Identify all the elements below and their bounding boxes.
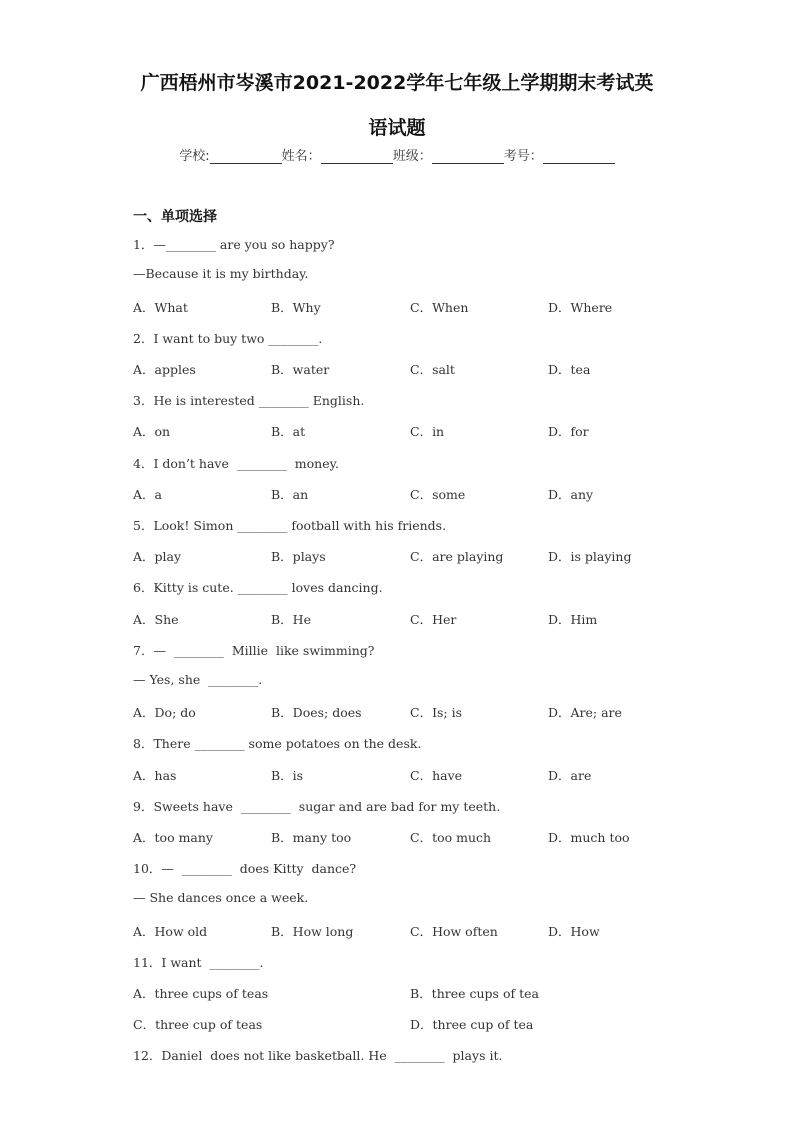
option-a[interactable]: A．What bbox=[133, 300, 188, 315]
option-d[interactable]: D．three cup of tea bbox=[410, 1017, 534, 1032]
question-stem: 7．— ________ Millie like swimming? bbox=[133, 643, 375, 658]
option-d[interactable]: D．Where bbox=[548, 300, 613, 315]
question-stem: 1．—________ are you so happy? bbox=[133, 237, 335, 252]
question-stem: 4．I don’t have ________ money. bbox=[133, 456, 339, 471]
option-a[interactable]: A．How old bbox=[133, 924, 208, 939]
question-stem: 9．Sweets have ________ sugar and are bad for my teeth. bbox=[133, 799, 501, 814]
option-b[interactable]: B．How long bbox=[271, 924, 354, 939]
question-sub: — Yes, she ________. bbox=[133, 672, 263, 687]
option-d[interactable]: D．Him bbox=[548, 612, 598, 627]
option-c[interactable]: C．have bbox=[410, 768, 463, 783]
option-a[interactable]: A．has bbox=[133, 768, 177, 783]
exam-no-label: 考号： bbox=[503, 149, 543, 164]
option-c[interactable]: C．How often bbox=[410, 924, 498, 939]
option-c[interactable]: C．salt bbox=[410, 362, 455, 377]
name-label: 姓名： bbox=[281, 149, 321, 164]
option-d[interactable]: D．is playing bbox=[548, 549, 632, 564]
school-label: 学校: bbox=[179, 149, 210, 164]
page-title-line2: 语试题 bbox=[368, 117, 426, 139]
option-b[interactable]: B．water bbox=[271, 362, 330, 377]
option-d[interactable]: D．Are; are bbox=[548, 705, 622, 720]
option-b[interactable]: B．Does; does bbox=[271, 705, 362, 720]
option-c[interactable]: C．Is; is bbox=[410, 705, 463, 720]
option-a[interactable]: A．too many bbox=[133, 830, 213, 845]
section-title: 一、单项选择 bbox=[133, 209, 217, 225]
option-d[interactable]: D．for bbox=[548, 424, 589, 439]
option-b[interactable]: B．three cups of tea bbox=[410, 986, 539, 1001]
option-c[interactable]: C．three cup of teas bbox=[133, 1017, 263, 1032]
option-c[interactable]: C．some bbox=[410, 487, 466, 502]
class-label: 班级： bbox=[392, 149, 432, 164]
question-stem: 8．There ________ some potatoes on the desk. bbox=[133, 736, 422, 751]
option-a[interactable]: A．three cups of teas bbox=[133, 986, 269, 1001]
question-stem: 2．I want to buy two ________. bbox=[133, 331, 323, 346]
question-sub: — She dances once a week. bbox=[133, 890, 309, 905]
question-stem: 6．Kitty is cute. ________ loves dancing. bbox=[133, 580, 383, 595]
question-stem: 10．— ________ does Kitty dance? bbox=[133, 861, 357, 876]
option-b[interactable]: B．an bbox=[271, 487, 309, 502]
option-c[interactable]: C．too much bbox=[410, 830, 492, 845]
question-stem: 5．Look! Simon ________ football with his friends. bbox=[133, 518, 447, 533]
exam-no-blank[interactable] bbox=[543, 149, 615, 164]
student-info-row bbox=[0, 145, 794, 164]
page-title-line1: 广西梧州市岑溪市2021-2022学年七年级上学期期末考试英 bbox=[140, 72, 654, 94]
option-a[interactable]: A．apples bbox=[133, 362, 196, 377]
option-d[interactable]: D．How bbox=[548, 924, 600, 939]
option-b[interactable]: B．plays bbox=[271, 549, 326, 564]
option-b[interactable]: B．is bbox=[271, 768, 304, 783]
class-blank[interactable] bbox=[432, 149, 504, 164]
option-d[interactable]: D．much too bbox=[548, 830, 630, 845]
option-b[interactable]: B．Why bbox=[271, 300, 321, 315]
name-blank[interactable] bbox=[321, 149, 393, 164]
option-a[interactable]: A．Do; do bbox=[133, 705, 196, 720]
option-d[interactable]: D．any bbox=[548, 487, 594, 502]
option-a[interactable]: A．on bbox=[133, 424, 171, 439]
option-c[interactable]: C．are playing bbox=[410, 549, 504, 564]
option-a[interactable]: A．play bbox=[133, 549, 182, 564]
school-blank[interactable] bbox=[210, 149, 282, 164]
option-b[interactable]: B．He bbox=[271, 612, 311, 627]
question-stem: 11．I want ________. bbox=[133, 955, 264, 970]
question-stem: 12．Daniel does not like basketball. He ________ plays it. bbox=[133, 1048, 503, 1063]
option-d[interactable]: D．tea bbox=[548, 362, 591, 377]
question-sub: —Because it is my birthday. bbox=[133, 266, 309, 281]
option-c[interactable]: C．Her bbox=[410, 612, 457, 627]
option-a[interactable]: A．She bbox=[133, 612, 179, 627]
option-a[interactable]: A．a bbox=[133, 487, 162, 502]
option-c[interactable]: C．When bbox=[410, 300, 469, 315]
option-d[interactable]: D．are bbox=[548, 768, 592, 783]
option-c[interactable]: C．in bbox=[410, 424, 445, 439]
option-b[interactable]: B．many too bbox=[271, 830, 352, 845]
option-b[interactable]: B．at bbox=[271, 424, 306, 439]
question-stem: 3．He is interested ________ English. bbox=[133, 393, 365, 408]
